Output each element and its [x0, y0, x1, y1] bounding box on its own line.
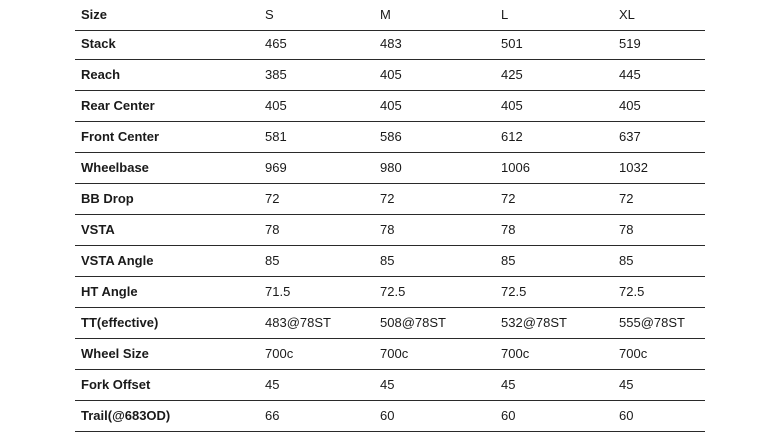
cell-value: 385 [265, 67, 287, 82]
row-label: Wheelbase [81, 160, 149, 175]
cell-value: 85 [380, 253, 395, 268]
cell-value: 581 [265, 129, 287, 144]
row-label: BB Drop [81, 191, 134, 206]
cell-value: 405 [619, 98, 641, 113]
cell-value: 555@78ST [619, 315, 685, 330]
table-row [75, 277, 705, 308]
header-size-xl: XL [619, 7, 635, 22]
cell-value: 586 [380, 129, 402, 144]
header-size-s: S [265, 7, 274, 22]
row-label: VSTA [81, 222, 115, 237]
cell-value: 66 [265, 408, 280, 423]
table-row [75, 215, 705, 246]
row-label: Front Center [81, 129, 159, 144]
cell-value: 78 [619, 222, 634, 237]
cell-value: 519 [619, 36, 641, 51]
cell-value: 508@78ST [380, 315, 446, 330]
cell-value: 85 [501, 253, 516, 268]
cell-value: 71.5 [265, 284, 291, 299]
cell-value: 700c [619, 346, 648, 361]
table-row [75, 370, 705, 401]
cell-value: 78 [265, 222, 280, 237]
header-size-m: M [380, 7, 391, 22]
row-label: Trail(@683OD) [81, 408, 171, 423]
row-label: HT Angle [81, 284, 138, 299]
cell-value: 45 [265, 377, 280, 392]
cell-value: 72 [380, 191, 395, 206]
cell-value: 72 [501, 191, 516, 206]
table-row [75, 246, 705, 277]
row-label: Fork Offset [81, 377, 151, 392]
cell-value: 445 [619, 67, 641, 82]
cell-value: 969 [265, 160, 287, 175]
row-label: Reach [81, 67, 121, 82]
cell-value: 45 [619, 377, 634, 392]
cell-value: 60 [619, 408, 634, 423]
cell-value: 532@78ST [501, 315, 567, 330]
cell-value: 612 [501, 129, 523, 144]
row-label: VSTA Angle [81, 253, 154, 268]
row-label: Stack [81, 36, 116, 51]
cell-value: 1006 [501, 160, 530, 175]
cell-value: 700c [380, 346, 409, 361]
table-row [75, 401, 705, 432]
cell-value: 45 [380, 377, 395, 392]
table-header-row [75, 0, 705, 31]
cell-value: 700c [501, 346, 530, 361]
table-row [75, 308, 705, 339]
cell-value: 72 [619, 191, 634, 206]
cell-value: 85 [265, 253, 280, 268]
row-label: Wheel Size [81, 346, 149, 361]
cell-value: 465 [265, 36, 287, 51]
cell-value: 45 [501, 377, 516, 392]
cell-value: 405 [380, 67, 402, 82]
cell-value: 72.5 [380, 284, 406, 299]
table-row [75, 122, 705, 153]
cell-value: 1032 [619, 160, 648, 175]
cell-value: 72.5 [619, 284, 645, 299]
cell-value: 483@78ST [265, 315, 331, 330]
cell-value: 78 [501, 222, 516, 237]
cell-value: 405 [380, 98, 402, 113]
cell-value: 501 [501, 36, 523, 51]
cell-value: 637 [619, 129, 641, 144]
row-label: Rear Center [81, 98, 155, 113]
header-label: Size [81, 7, 108, 22]
header-size-l: L [501, 7, 509, 22]
cell-value: 483 [380, 36, 402, 51]
row-label: TT(effective) [81, 315, 159, 330]
table-row [75, 60, 705, 91]
cell-value: 425 [501, 67, 523, 82]
cell-value: 405 [265, 98, 287, 113]
cell-value: 60 [501, 408, 516, 423]
cell-value: 405 [501, 98, 523, 113]
cell-value: 60 [380, 408, 395, 423]
cell-value: 72.5 [501, 284, 527, 299]
cell-value: 78 [380, 222, 395, 237]
table-row [75, 184, 705, 215]
cell-value: 700c [265, 346, 294, 361]
table-row [75, 153, 705, 184]
table-row [75, 339, 705, 370]
cell-value: 980 [380, 160, 402, 175]
table-row [75, 29, 705, 60]
cell-value: 85 [619, 253, 634, 268]
cell-value: 72 [265, 191, 280, 206]
table-row [75, 91, 705, 122]
